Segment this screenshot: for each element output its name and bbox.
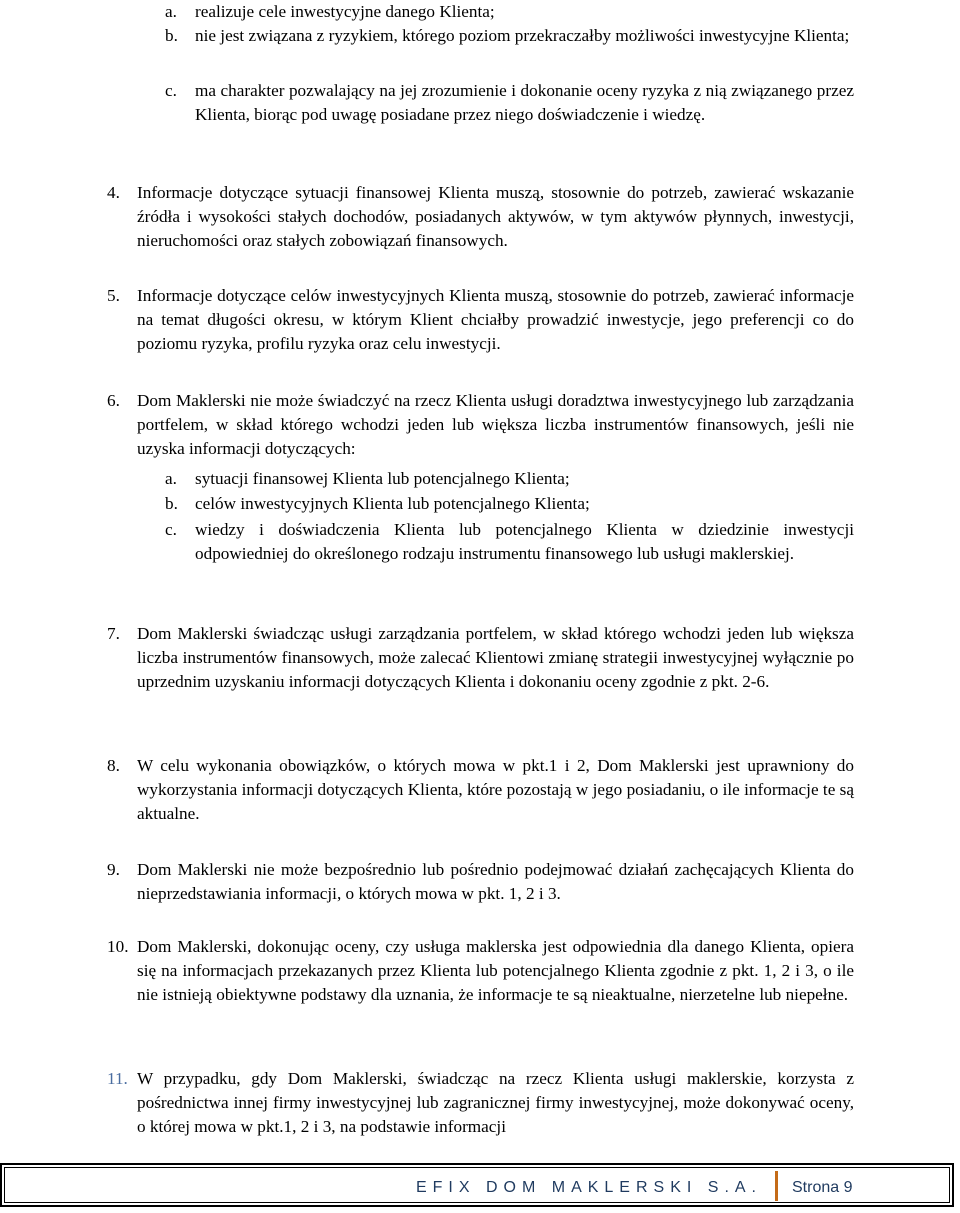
footer-separator [775,1171,778,1201]
list-text: wiedzy i doświadczenia Klienta lub potencjalnego Klienta w dziedzinie inwestycji odpowiedniej do określonego rodzaju instrumentu finansowego lub usługi maklerskiej. [195,520,854,563]
paragraph-number: 7. [107,624,120,643]
list-item [165,0,854,24]
paragraph-8 [107,754,854,826]
list-text: ma charakter pozwalający na jej zrozumienie i dokonanie oceny ryzyka z nią związanego przez Klienta, biorąc pod uwagę posiadane przez niego doświadczenie i wiedzę. [195,81,854,124]
paragraph-number: 11. [107,1069,128,1088]
paragraph-text: Informacje dotyczące sytuacji finansowej Klienta muszą, stosownie do potrzeb, zawierać wskazanie źródła i wysokości stałych dochodów, posiadanych aktywów, w tym aktywów płynnych, inwestycji, nieruchomości oraz stałych zobowiązań finansowych. [137,183,854,250]
paragraph-number: 4. [107,183,120,202]
list-marker: b. [165,494,178,513]
paragraph-text: W przypadku, gdy Dom Maklerski, świadcząc na rzecz Klienta usługi maklerskie, korzysta z pośrednictwa innej firmy inwestycyjnej lub zagranicznej firmy inwestycyjnej, może dokonywać oceny, o której mowa w pkt.1, 2 i 3, na podstawie informacji [137,1069,854,1136]
paragraph-7 [107,622,854,694]
paragraph-number: 6. [107,391,120,410]
paragraph-number: 9. [107,860,120,879]
footer-company-name: EFIX DOM MAKLERSKI S.A. [415,1179,762,1196]
list-marker: c. [165,520,177,539]
paragraph-4 [107,181,854,253]
paragraph-text: Dom Maklerski nie może bezpośrednio lub pośrednio podejmować działań zachęcających Klienta do nieprzedstawiania informacji, o których mowa w pkt. 1, 2 i 3. [137,860,854,903]
paragraph-text: Dom Maklerski, dokonując oceny, czy usługa maklerska jest odpowiednia dla danego Klienta, opiera się na informacjach przekazanych przez Klienta lub potencjalnego Klienta zgodnie z pkt. 1, 2 i 3, o ile nie istnieją obiektywne podstawy dla uznania, że informacje te są nieaktualne, nierzetelne lub niepełne. [137,937,854,1004]
list-marker: a. [165,2,177,21]
page-number: Strona 9 [792,1179,853,1196]
paragraph-9 [107,858,854,906]
paragraph-5 [107,284,854,356]
paragraph-text: Informacje dotyczące celów inwestycyjnych Klienta muszą, stosownie do potrzeb, zawierać informacje na temat długości okresu, w którym Klient chciałby prowadzić inwestycje, jego preferencji co do poziomu ryzyka, profilu ryzyka oraz celu inwestycji. [137,286,854,353]
list-item [165,24,854,48]
paragraph-6 [107,389,854,461]
paragraph-10 [107,935,854,1007]
list-item [165,518,854,566]
list-item [165,467,854,491]
list-text: nie jest związana z ryzykiem, którego poziom przekraczałby możliwości inwestycyjne Klienta; [195,26,850,45]
paragraph-number: 8. [107,756,120,775]
paragraph-text: Dom Maklerski nie może świadczyć na rzecz Klienta usługi doradztwa inwestycyjnego lub zarządzania portfelem, w skład którego wchodzi jeden lub większa liczba instrumentów finansowych, jeśli nie uzyska informacji dotyczących: [137,391,854,458]
list-marker: c. [165,81,177,100]
paragraph-text: W celu wykonania obowiązków, o których mowa w pkt.1 i 2, Dom Maklerski jest uprawniony do wykorzystania informacji dotyczących Klienta, które pozostają w jego posiadaniu, o ile informacje te są aktualne. [137,756,854,823]
list-marker: b. [165,26,178,45]
page-footer [0,1163,954,1207]
paragraph-11 [107,1067,854,1139]
list-text: realizuje cele inwestycyjne danego Klienta; [195,2,495,21]
list-item [165,79,854,127]
list-text: sytuacji finansowej Klienta lub potencjalnego Klienta; [195,469,570,488]
paragraph-number: 10. [107,937,129,956]
paragraph-text: Dom Maklerski świadcząc usługi zarządzania portfelem, w skład którego wchodzi jeden lub większa liczba instrumentów finansowych, może zalecać Klientowi zmianę strategii inwestycyjnej wyłącznie po uprzednim uzyskaniu informacji dotyczących Klienta i dokonaniu oceny zgodnie z pkt. 2-6. [137,624,854,691]
paragraph-number: 5. [107,286,120,305]
list-text: celów inwestycyjnych Klienta lub potencjalnego Klienta; [195,494,590,513]
list-item [165,492,854,516]
list-marker: a. [165,469,177,488]
